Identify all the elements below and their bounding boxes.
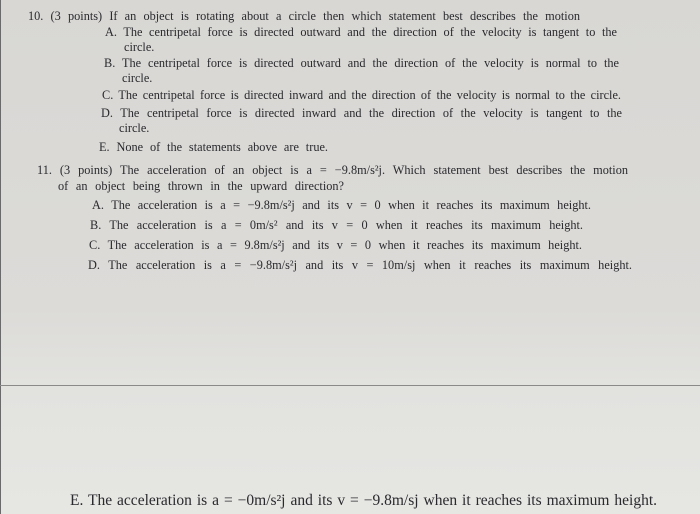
q11-option-c: C. The acceleration is a = 9.8m/s²j and its v = 0 when it reaches its maximum height. (89, 238, 582, 252)
q11-stem: 11. (3 points) The acceleration of an object is a = −9.8m/s²j. Which statement best describes the motion (37, 163, 628, 177)
q11-option-d: D. The acceleration is a = −9.8m/s²j and its v = 10m/sj when it reaches its maximum height. (88, 258, 632, 272)
q10-option-d: D. The centripetal force is directed inward and the direction of the velocity is tangent to the (101, 106, 622, 120)
page-divider (0, 385, 700, 386)
q11-stem-cont: of an object being thrown in the upward direction? (58, 179, 344, 193)
q10-option-a-cont: circle. (124, 40, 155, 54)
q10-option-e: E. None of the statements above are true. (99, 140, 328, 154)
q10-option-c: C. The centripetal force is directed inward and the direction of the velocity is normal to the circle. (102, 88, 621, 102)
photo-edge (0, 0, 1, 514)
q10-option-d-cont: circle. (119, 121, 150, 135)
q10-option-b: B. The centripetal force is directed outward and the direction of the velocity is normal to the (104, 56, 619, 70)
q11-option-a: A. The acceleration is a = −9.8m/s²j and its v = 0 when it reaches its maximum height. (92, 198, 591, 212)
q10-stem: 10. (3 points) If an object is rotating about a circle then which statement best describes the motion (28, 9, 580, 23)
q11-option-e: E. The acceleration is a = −0m/s²j and its v = −9.8m/sj when it reaches its maximum height. (70, 492, 657, 509)
q11-option-b: B. The acceleration is a = 0m/s² and its v = 0 when it reaches its maximum height. (90, 218, 583, 232)
q10-option-b-cont: circle. (122, 71, 153, 85)
q10-option-a: A. The centripetal force is directed outward and the direction of the velocity is tangent to the (105, 25, 617, 39)
